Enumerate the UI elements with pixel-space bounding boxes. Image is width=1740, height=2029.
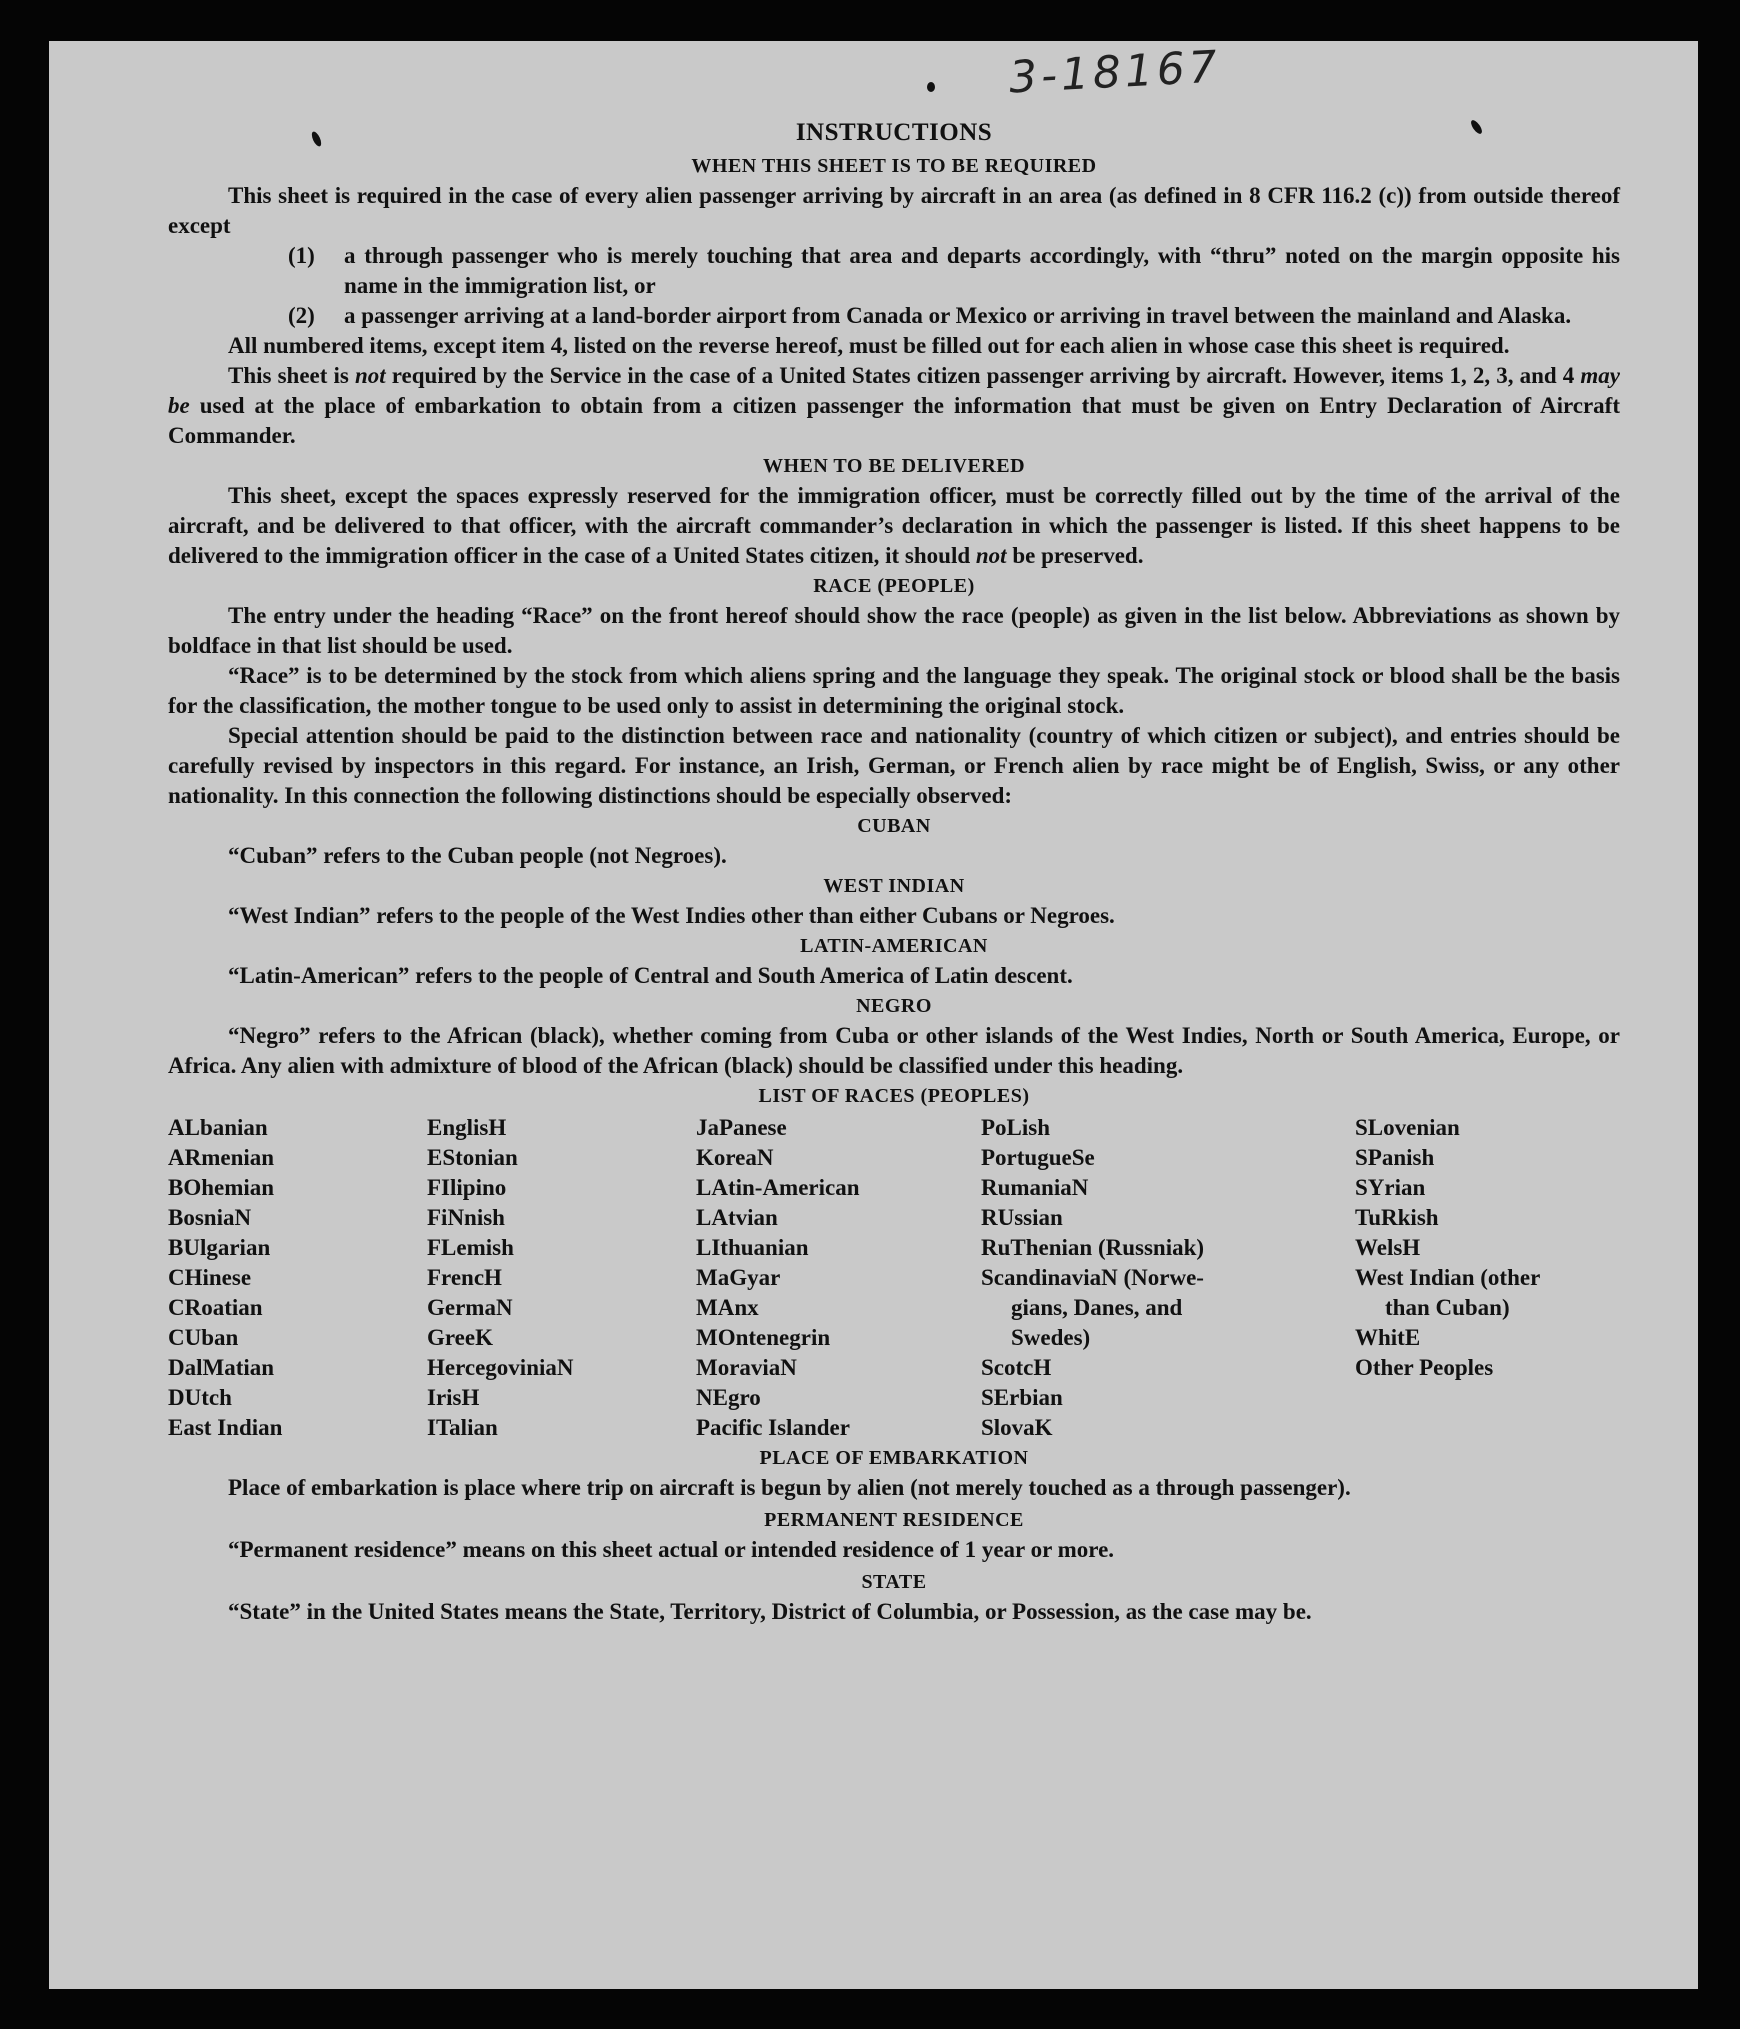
race-entry: ARmenian xyxy=(168,1145,275,1170)
race-entry: ALbanian xyxy=(168,1115,268,1140)
document-page xyxy=(49,41,1698,1989)
paragraph: “Race” is to be determined by the stock from which aliens spring and the language they speak. The original stock or blood shall be the basis for the classification, the mother tongue to be used only to assist in determining the original stock. xyxy=(168,663,1620,718)
list-item xyxy=(168,241,1620,301)
race-entry: East Indian xyxy=(168,1415,283,1440)
section-heading: LIST OF RACES (PEOPLES) xyxy=(758,1085,1030,1107)
text: required by the Service in the case of a United States citizen passenger arriving by aircraft. However, items 1, 2, 3, and 4 xyxy=(385,363,1581,388)
races-list xyxy=(168,1113,1620,1443)
race-entry: ScandinaviaN (Norwe- xyxy=(981,1265,1204,1290)
item-number: (2) xyxy=(288,303,315,328)
race-entry: IrisH xyxy=(427,1385,480,1410)
race-entry: JaPanese xyxy=(696,1115,787,1140)
race-entry: FIlipino xyxy=(427,1175,507,1200)
paragraph: “West Indian” refers to the people of the West Indies other than either Cubans or Negroes. xyxy=(228,903,1115,928)
section-heading: RACE (PEOPLE) xyxy=(813,575,975,597)
races-column xyxy=(168,1113,427,1443)
emphasis: not xyxy=(354,363,386,388)
section-heading: PLACE OF EMBARKATION xyxy=(759,1447,1029,1469)
section-heading: WHEN THIS SHEET IS TO BE REQUIRED xyxy=(691,155,1097,177)
race-entry: CUban xyxy=(168,1325,239,1350)
race-entry: MAnx xyxy=(696,1295,759,1320)
text: This sheet, except the spaces expressly reserved for the immigration officer, must be correctly filled out by the time of the arrival of the aircraft, and be delivered to that officer, with the aircraft commander’s declaration in which the passenger is listed. If this sheet happens to be delivered to the immigration officer in the case of a United States citizen, it should xyxy=(168,483,1620,568)
race-entry: ScotcH xyxy=(981,1355,1052,1380)
paragraph: This sheet is required in the case of every alien passenger arriving by aircraft in an area (as defined in 8 CFR 116.2 (c)) from outside thereof except xyxy=(168,183,1620,238)
paragraph: “State” in the United States means the State, Territory, District of Columbia, or Possession, as the case may be. xyxy=(228,1599,1312,1624)
race-entry: Other Peoples xyxy=(1355,1355,1494,1380)
paragraph: “Permanent residence” means on this sheet actual or intended residence of 1 year or more. xyxy=(228,1537,1115,1562)
item-text: a through passenger who is merely touching that area and departs accordingly, with “thru” noted on the margin opposite his name in the immigration list, or xyxy=(344,243,1620,298)
race-entry: SlovaK xyxy=(981,1415,1053,1440)
races-column xyxy=(981,1113,1355,1443)
section-heading: STATE xyxy=(861,1571,927,1593)
race-entry: BosniaN xyxy=(168,1205,252,1230)
paragraph: “Negro” refers to the African (black), whether coming from Cuba or other islands of the West Indies, North or South America, Europe, or Africa. Any alien with admixture of blood of the African (black) should be classified under this heading. xyxy=(168,1023,1620,1078)
race-entry: MoraviaN xyxy=(696,1355,797,1380)
race-entry: BOhemian xyxy=(168,1175,275,1200)
race-entry: DalMatian xyxy=(168,1355,275,1380)
race-entry: WelsH xyxy=(1355,1235,1421,1260)
race-entry: FiNnish xyxy=(427,1205,505,1230)
race-entry: FrencH xyxy=(427,1265,502,1290)
race-entry: EStonian xyxy=(427,1145,518,1170)
emphasis: may be xyxy=(168,363,1620,418)
paragraph xyxy=(168,361,1620,451)
item-text: a passenger arriving at a land-border airport from Canada or Mexico or arriving in travel between the mainland and Alaska. xyxy=(344,303,1572,328)
race-entry: than Cuban) xyxy=(1385,1295,1510,1320)
race-entry: GermaN xyxy=(427,1295,513,1320)
instructions-content xyxy=(168,118,1620,1627)
race-entry: Swedes) xyxy=(1011,1325,1091,1350)
races-column xyxy=(1355,1113,1620,1443)
paragraph: “Latin-American” refers to the people of Central and South America of Latin descent. xyxy=(228,963,1073,988)
races-column xyxy=(696,1113,981,1443)
race-entry: DUtch xyxy=(168,1385,232,1410)
section-heading: CUBAN xyxy=(857,815,931,837)
race-entry: NEgro xyxy=(696,1385,761,1410)
race-entry: FLemish xyxy=(427,1235,514,1260)
text: be preserved. xyxy=(1006,543,1144,568)
page-title: INSTRUCTIONS xyxy=(795,119,993,146)
race-entry: KoreaN xyxy=(696,1145,774,1170)
race-entry: gians, Danes, and xyxy=(1011,1295,1183,1320)
race-entry: PortugueSe xyxy=(981,1145,1095,1170)
paragraph: Special attention should be paid to the distinction between race and nationality (country of which citizen or subject), and entries should be carefully revised by inspectors in this regard. For instance, an Irish, German, or French alien by race might be of English, Swiss, or any other nationality. In this connection the following distinctions should be especially observed: xyxy=(168,723,1620,808)
races-column xyxy=(427,1113,696,1443)
paragraph: Place of embarkation is place where trip on aircraft is begun by alien (not merely touched as a through passenger). xyxy=(228,1475,1351,1500)
race-entry: TuRkish xyxy=(1355,1205,1439,1230)
section-heading: WHEN TO BE DELIVERED xyxy=(762,455,1026,477)
ink-speck xyxy=(927,82,935,92)
race-entry: SLovenian xyxy=(1355,1115,1460,1140)
race-entry: LIthuanian xyxy=(696,1235,809,1260)
paragraph: “Cuban” refers to the Cuban people (not Negroes). xyxy=(228,843,727,868)
race-entry: MaGyar xyxy=(696,1265,781,1290)
section-heading: NEGRO xyxy=(856,995,932,1017)
paragraph xyxy=(168,481,1620,571)
race-entry: Pacific Islander xyxy=(696,1415,850,1440)
list-item xyxy=(168,301,1620,331)
race-entry: ITalian xyxy=(427,1415,498,1440)
race-entry: EnglisH xyxy=(427,1115,507,1140)
emphasis: not xyxy=(975,543,1007,568)
race-entry: BUlgarian xyxy=(168,1235,271,1260)
race-entry: RuThenian (Russniak) xyxy=(981,1235,1205,1260)
race-entry: LAtin-American xyxy=(696,1175,860,1200)
race-entry: CRoatian xyxy=(168,1295,263,1320)
race-entry: SPanish xyxy=(1355,1145,1435,1170)
race-entry: HercegoviniaN xyxy=(427,1355,574,1380)
race-entry: West Indian (other xyxy=(1355,1265,1541,1290)
race-entry: GreeK xyxy=(427,1325,493,1350)
text: used at the place of embarkation to obtain from a citizen passenger the information that must be given on Entry Declaration of Aircraft Commander. xyxy=(168,393,1620,448)
race-entry: CHinese xyxy=(168,1265,252,1290)
paragraph: All numbered items, except item 4, listed on the reverse hereof, must be filled out for each alien in whose case this sheet is required. xyxy=(228,333,1510,358)
text: This sheet is xyxy=(228,363,355,388)
race-entry: SYrian xyxy=(1355,1175,1426,1200)
race-entry: RUssian xyxy=(981,1205,1063,1230)
race-entry: PoLish xyxy=(981,1115,1051,1140)
section-heading: LATIN-AMERICAN xyxy=(800,935,988,957)
section-heading: PERMANENT RESIDENCE xyxy=(764,1509,1024,1531)
handwritten-annotation: 3-18167 xyxy=(1007,41,1223,104)
race-entry: SErbian xyxy=(981,1385,1063,1410)
paragraph: The entry under the heading “Race” on the front hereof should show the race (people) as given in the list below. Abbreviations as shown by boldface in that list should be used. xyxy=(168,603,1620,658)
item-number: (1) xyxy=(288,243,315,268)
race-entry: WhitE xyxy=(1355,1325,1421,1350)
race-entry: RumaniaN xyxy=(981,1175,1089,1200)
race-entry: MOntenegrin xyxy=(696,1325,831,1350)
race-entry: LAtvian xyxy=(696,1205,778,1230)
section-heading: WEST INDIAN xyxy=(823,875,965,897)
